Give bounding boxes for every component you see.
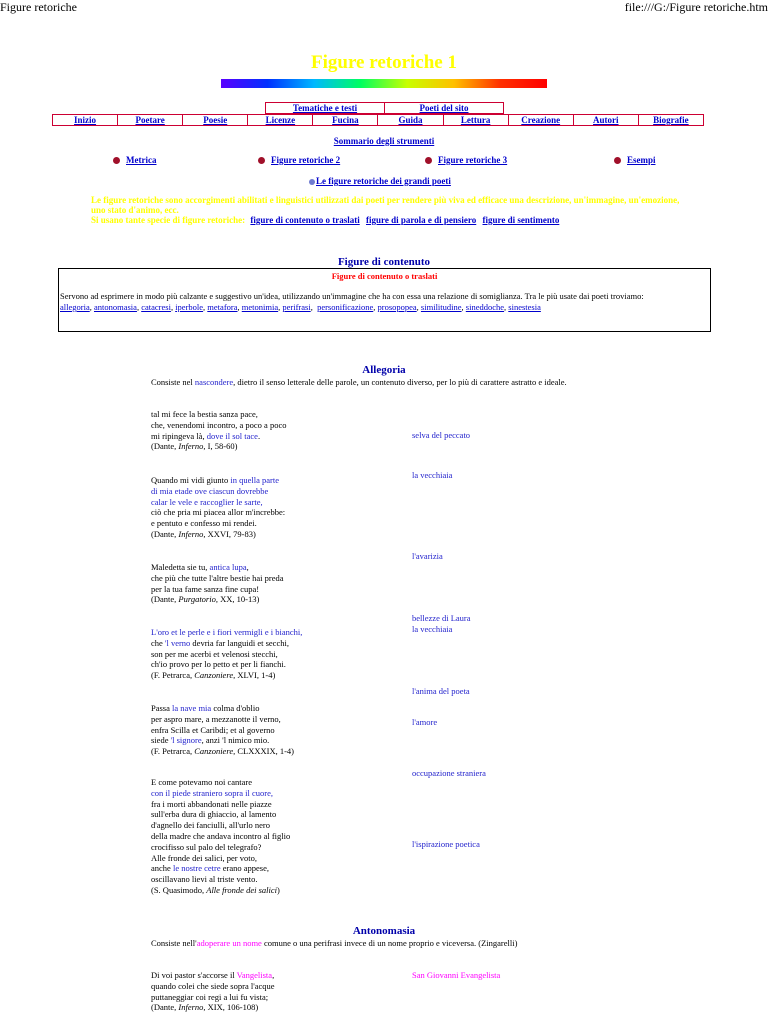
box-title: Figure di contenuto o traslati — [331, 271, 438, 281]
tool-figure-3[interactable]: Figure retoriche 3 — [425, 155, 507, 165]
note-1: selva del peccato — [412, 430, 471, 440]
tool-metrica[interactable]: Metrica — [113, 155, 156, 165]
intro-text: Le figure retoriche sono accorgimenti abilitati e linguistici utilizzati dai poeti per rendere più viva ed efficace una descrizione, un'immagine, un'emozione, uno stato d'animo, ecc. — [91, 195, 680, 215]
link-metonimia[interactable]: metonimia — [241, 302, 279, 312]
nav-biografie[interactable]: Biografie — [653, 115, 689, 125]
poem-2: Quando mi vidi giunto in quella parte di mia etade ove ciascun dovrebbe calar le vele e raccoglier le sarte, ciò che pria mi piacea allor m'increbbe: e pentuto e confesso mi rendei. (Dante, Inferno, XXVI, 79-83) — [151, 475, 286, 539]
antonomasia-definition: Consiste nell'adoperare un nome comune o una perifrasi invece di un nome proprio e viceversa. (Zingarelli) — [151, 938, 518, 948]
page-header-title: Figure retoriche — [0, 0, 77, 14]
note-antonomasia: San Giovanni Evangelista — [412, 970, 501, 980]
section-title: Figure di contenuto — [337, 256, 431, 268]
nav-autori[interactable]: Autori — [574, 115, 639, 125]
link-iperbole[interactable]: iperbole — [175, 302, 204, 312]
bullet-icon — [614, 157, 621, 164]
note-3: l'avarizia — [412, 551, 443, 561]
note-9: l'ispirazione poetica — [412, 839, 480, 849]
nav-poetare[interactable]: Poetare — [118, 115, 183, 125]
allegoria-definition: Consiste nel nascondere, dietro il senso letterale delle parole, un contenuto diverso, per lo più di carattere astratto e ideale. — [151, 377, 567, 387]
page-title: Figure retoriche 1 — [311, 52, 457, 73]
nav-tematiche[interactable]: Tematiche e testi — [266, 103, 385, 113]
note-2: la vecchiaia — [412, 470, 453, 480]
link-sinestesia[interactable]: sinestesia — [508, 302, 541, 312]
note-4: bellezze di Laura — [412, 613, 471, 623]
link-catacresi[interactable]: catacresi — [141, 302, 171, 312]
tool-esempi[interactable]: Esempi — [614, 155, 656, 165]
link-contenuto[interactable]: figure di contenuto o traslati — [250, 215, 360, 225]
poem-7: Di voi pastor s'accorse il Vangelista, quando colei che siede sopra l'acque puttaneggiar coi regi a lui fu vista; (Dante, Inferno, XIX, 106-108) — [151, 970, 275, 1013]
page-header-url: file:///G:/Figure retoriche.htm — [624, 0, 768, 14]
grandi-poeti-link[interactable]: Le figure retoriche dei grandi poeti — [309, 176, 451, 186]
poem-4: L'oro et le perle e i fiori vermigli e i bianchi, che 'l verno devria far languidi et secchi, son per me acerbi et velenosi stecchi, ch'io provo per lo petto et per li fianchi. (F. Petrarca, Canzoniere, XLVI, 1-4) — [151, 627, 303, 681]
antonomasia-title: Antonomasia — [352, 925, 416, 937]
link-parola[interactable]: figure di parola e di pensiero — [365, 215, 477, 225]
note-6: l'anima del poeta — [412, 686, 470, 696]
nav-top — [265, 102, 504, 114]
box-text: Servono ad esprimere in modo più calzante e suggestivo un'idea, utilizzando un'immagine che ha con essa una relazione di somiglianza. Tra le più usate dai poeti troviamo: — [60, 291, 644, 301]
link-antonomasia[interactable]: antonomasia — [93, 302, 137, 312]
poem-3: Maledetta sie tu, antica lupa, che più che tutte l'altre bestie hai preda per la tua fame sanza fine cupa! (Dante, Purgatorio, XX, 10-13) — [151, 562, 284, 605]
link-perifrasi[interactable]: perifrasi — [282, 302, 311, 312]
tool-figure-2[interactable]: Figure retoriche 2 — [258, 155, 340, 165]
content-box — [58, 268, 711, 332]
nav-poeti[interactable]: Poeti del sito — [419, 103, 469, 113]
link-prosopopea[interactable]: prosopopea — [377, 302, 417, 312]
sommario-link[interactable]: Sommario degli strumenti — [333, 136, 435, 146]
nav-inizio[interactable]: Inizio — [53, 115, 118, 125]
rainbow-bar — [221, 79, 547, 88]
nav-fucina[interactable]: Fucina — [313, 115, 378, 125]
nav-lettura[interactable]: Lettura — [444, 115, 509, 125]
poem-6: E come potevamo noi cantare con il piede straniero sopra il cuore, fra i morti abbandonati nelle piazze sull'erba dura di ghiaccio, al lamento d'agnello dei fanciulli, all'urlo nero della madre che andava incontro al figlio crocifisso sul palo del telegrafo? Alle fronde dei salici, per voto, anche le nostre cetre erano appese, oscillavano lievi al triste vento. (S. Quasimodo, Alle fronde dei salici) — [151, 777, 291, 895]
bullet-icon — [113, 157, 120, 164]
bullet-icon — [258, 157, 265, 164]
nav-creazione[interactable]: Creazione — [509, 115, 574, 125]
intro-links: Si usano tante specie di figure retoriche: figure di contenuto o traslati figure di parola e di pensiero figure di sentimento — [91, 215, 560, 225]
bullet-icon — [309, 179, 315, 185]
link-sentimento[interactable]: figure di sentimento — [482, 215, 560, 225]
note-8: occupazione straniera — [412, 768, 486, 778]
allegoria-title: Allegoria — [362, 364, 406, 376]
poem-1: tal mi fece la bestia sanza pace, che, venendomi incontro, a poco a poco mi ripingeva là, dove il sol tace. (Dante, Inferno, I, 58-60) — [151, 409, 287, 452]
nav-guida[interactable]: Guida — [378, 115, 443, 125]
link-sineddoche[interactable]: sineddoche — [465, 302, 505, 312]
note-7: l'amore — [412, 717, 438, 727]
note-5: la vecchiaia — [412, 624, 453, 634]
link-metafora[interactable]: metafora — [207, 302, 238, 312]
link-allegoria[interactable]: allegoria — [60, 302, 90, 312]
link-personificazione[interactable]: personificazione — [317, 302, 374, 312]
bullet-icon — [425, 157, 432, 164]
box-links: allegoria, antonomasia, catacresi, iperbole, metafora, metonimia, perifrasi, personificazione, prosopopea, similitudine, sineddoche, sinestesia — [60, 302, 541, 312]
poem-5: Passa la nave mia colma d'oblio per aspro mare, a mezzanotte il verno, enfra Scilla et Caribdi; et al governo siede 'l signore, anzi 'l nimico mio. (F. Petrarca, Canzoniere, CLXXXIX, 1-4) — [151, 703, 295, 757]
nav-main — [52, 114, 704, 126]
link-similitudine[interactable]: similitudine — [420, 302, 462, 312]
nav-licenze[interactable]: Licenze — [248, 115, 313, 125]
nav-poesie[interactable]: Poesie — [183, 115, 248, 125]
